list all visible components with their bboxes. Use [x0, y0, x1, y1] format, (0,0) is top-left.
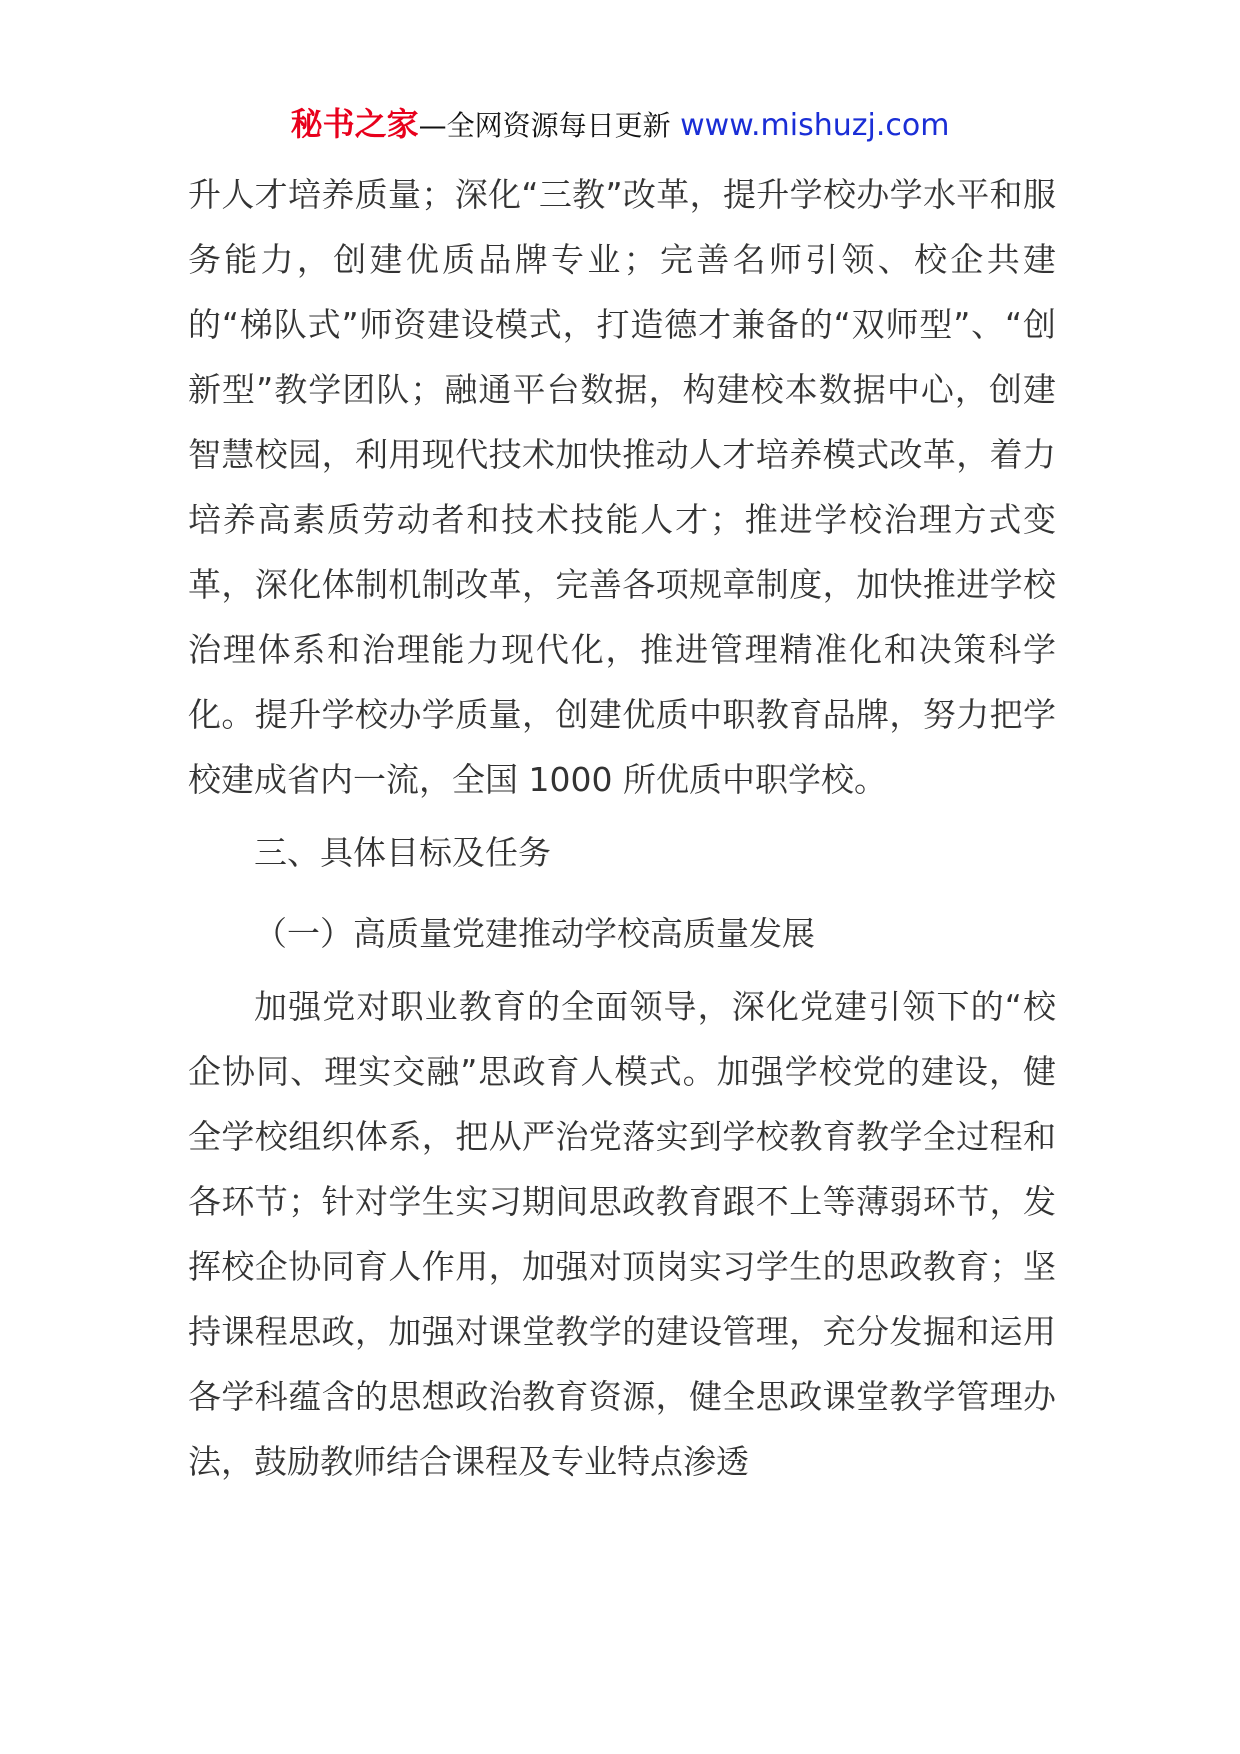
paragraph: 加强党对职业教育的全面领导，深化党建引领下的“校企协同、理实交融”思政育人模式。加强学校党的建设，健全学校组织体系，把从严治党落实到学校教育教学全过程和各环节；针对学生实习期间思政教育跟不上等薄弱环节，发挥校企协同育人作用，加强对顶岗实习学生的思政教育；坚持课程思政，加强对课堂教学的建设管理，充分发掘和运用各学科蕴含的思想政治教育资源，健全思政课堂教学管理办法，鼓励教师结合课程及专业特点渗透 [188, 987, 1056, 1481]
document-body [188, 162, 1056, 1494]
subsection-heading: （一）高质量党建推动学校高质量发展 [254, 914, 815, 953]
page-header [0, 104, 1240, 146]
section-heading: 三、具体目标及任务 [254, 833, 551, 872]
header-site-link[interactable]: www.mishuzj.com [680, 108, 950, 143]
header-slogan: —全网资源每日更新 [418, 109, 671, 142]
paragraph-continued: 升人才培养质量；深化“三教”改革，提升学校办学水平和服务能力，创建优质品牌专业；完善名师引领、校企共建的“梯队式”师资建设模式，打造德才兼备的“双师型”、“创新型”教学团队；融通平台数据，构建校本数据中心，创建智慧校园，利用现代技术加快推动人才培养模式改革，着力培养高素质劳动者和技术技能人才；推进学校治理方式变革，深化体制机制改革，完善各项规章制度，加快推进学校治理体系和治理能力现代化，推进管理精准化和决策科学化。提升学校办学质量，创建优质中职教育品牌，努力把学校建成省内一流，全国 1000 所优质中职学校。 [188, 175, 1056, 799]
header-brand: 秘书之家 [290, 105, 419, 143]
